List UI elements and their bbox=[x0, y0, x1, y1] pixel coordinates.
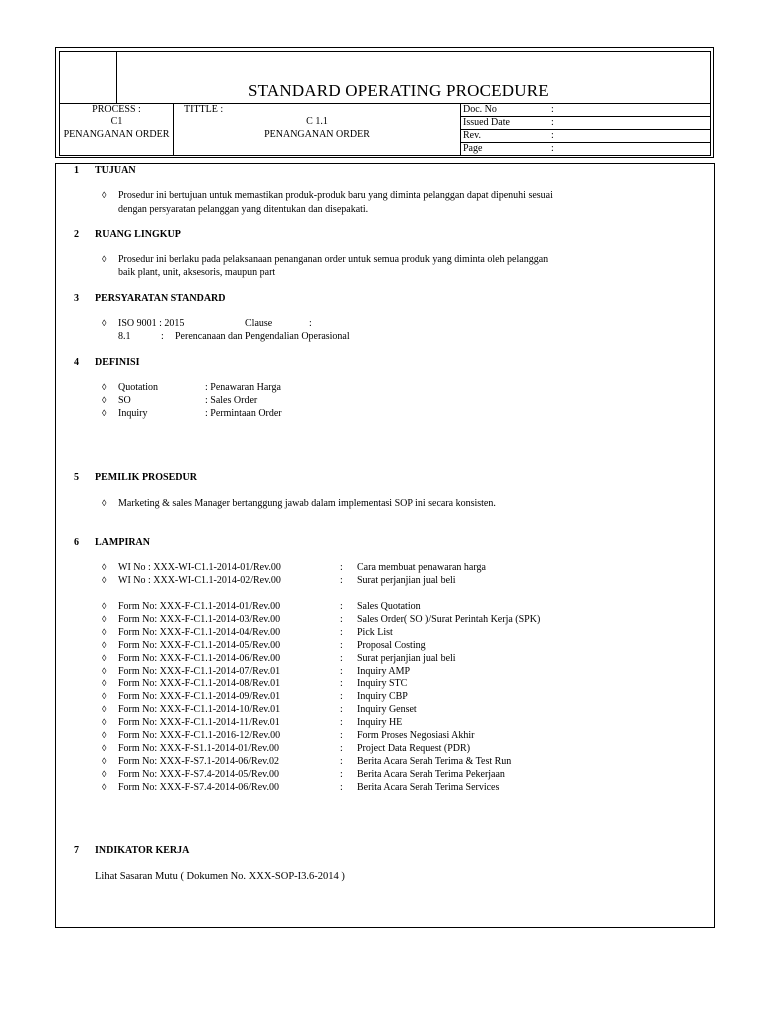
process-name: PENANGANAN ORDER bbox=[63, 129, 170, 140]
attachment-description: Inquiry AMP bbox=[357, 665, 411, 677]
attachment-doc-number: WI No : XXX-WI-C1.1-2014-02/Rev.00 bbox=[118, 575, 281, 586]
attachment-separator: : bbox=[340, 781, 343, 793]
attachment-doc-number: Form No: XXX-F-S7.1-2014-06/Rev.02 bbox=[118, 755, 280, 767]
bullet-icon: ◊ bbox=[102, 601, 107, 611]
attachment-description: Inquiry HE bbox=[357, 717, 403, 729]
meta-row-line-2 bbox=[460, 129, 710, 130]
meta-rev-sep: : bbox=[551, 130, 554, 141]
definition-value: : Sales Order bbox=[205, 395, 258, 406]
bullet-icon: ◊ bbox=[102, 755, 107, 766]
attachment-separator: : bbox=[340, 575, 343, 586]
attachment-description: Inquiry STC bbox=[357, 678, 408, 690]
section-number: 2 bbox=[74, 229, 79, 240]
definition-term: Inquiry bbox=[118, 408, 148, 419]
meta-issued-date-sep: : bbox=[551, 117, 554, 128]
section-number: 4 bbox=[74, 357, 79, 368]
bullet-icon: ◊ bbox=[102, 768, 107, 779]
section-heading-persyaratan: PERSYARATAN STANDARD bbox=[95, 293, 226, 304]
attachment-separator: : bbox=[340, 665, 343, 677]
attachment-doc-number: Form No: XXX-F-C1.1-2014-10/Rev.01 bbox=[118, 704, 281, 716]
page-title: STANDARD OPERATING PROCEDURE bbox=[248, 81, 549, 100]
attachment-separator: : bbox=[340, 626, 343, 638]
bullet-icon: ◊ bbox=[102, 382, 107, 392]
attachment-description: Sales Order( SO )/Surat Perintah Kerja (SPK) bbox=[357, 613, 541, 625]
attachment-separator: : bbox=[340, 601, 343, 612]
attachment-doc-number: Form No: XXX-F-C1.1-2016-12/Rev.00 bbox=[118, 730, 281, 741]
attachment-doc-number: Form No: XXX-F-S7.4-2014-05/Rev.00 bbox=[118, 768, 280, 780]
bullet-icon: ◊ bbox=[102, 254, 107, 264]
attachment-doc-number: WI No : XXX-WI-C1.1-2014-01/Rev.00 bbox=[118, 562, 281, 573]
tujuan-text-2: dengan persyaratan pelanggan yang ditentukan dan disepakati. bbox=[118, 204, 369, 215]
attachment-doc-number: Form No: XXX-F-S1.1-2014-01/Rev.00 bbox=[118, 742, 280, 754]
meta-doc-no-label: Doc. No bbox=[463, 104, 497, 115]
attachment-doc-number: Form No: XXX-F-C1.1-2014-05/Rev.00 bbox=[118, 639, 281, 651]
attachment-doc-number: Form No: XXX-F-C1.1-2014-03/Rev.00 bbox=[118, 613, 281, 625]
attachment-description: Cara membuat penawaran harga bbox=[357, 562, 486, 573]
attachment-separator: : bbox=[340, 755, 343, 767]
attachment-description: Sales Quotation bbox=[357, 601, 421, 612]
attachment-doc-number: Form No: XXX-F-C1.1-2014-07/Rev.01 bbox=[118, 665, 281, 677]
section-heading-pemilik: PEMILIK PROSEDUR bbox=[95, 472, 197, 483]
section-number: 7 bbox=[74, 845, 79, 856]
tittle-code: C 1.1 bbox=[306, 116, 328, 127]
attachment-separator: : bbox=[340, 742, 343, 754]
attachment-description: Inquiry CBP bbox=[357, 691, 408, 703]
section-number: 5 bbox=[74, 472, 79, 483]
bullet-icon: ◊ bbox=[102, 691, 107, 702]
attachment-description: Berita Acara Serah Terima Services bbox=[357, 781, 500, 793]
attachment-description: Proposal Costing bbox=[357, 639, 426, 651]
definition-value: : Penawaran Harga bbox=[205, 382, 281, 393]
attachment-separator: : bbox=[340, 730, 343, 741]
process-label: PROCESS : bbox=[92, 104, 141, 115]
definition-term: SO bbox=[118, 395, 131, 406]
clause-number: 8.1 bbox=[118, 331, 131, 342]
tittle-name: PENANGANAN ORDER bbox=[264, 129, 370, 140]
meta-row-line-3 bbox=[460, 142, 710, 143]
attachment-separator: : bbox=[340, 613, 343, 625]
attachment-doc-number: Form No: XXX-F-C1.1-2014-04/Rev.00 bbox=[118, 626, 281, 638]
attachment-separator: : bbox=[340, 639, 343, 651]
bullet-icon: ◊ bbox=[102, 781, 107, 792]
attachment-doc-number: Form No: XXX-F-C1.1-2014-11/Rev.01 bbox=[118, 717, 280, 729]
attachment-description: Berita Acara Serah Terima Pekerjaan bbox=[357, 768, 505, 780]
attachment-doc-number: Form No: XXX-F-C1.1-2014-01/Rev.00 bbox=[118, 601, 281, 612]
attachment-description: Inquiry Genset bbox=[357, 704, 417, 716]
meta-rev-label: Rev. bbox=[463, 130, 481, 141]
iso-standard: ISO 9001 : 2015 bbox=[118, 318, 185, 329]
attachment-separator: : bbox=[340, 717, 343, 729]
ruang-lingkup-text-2: baik plant, unit, aksesoris, maupun part bbox=[118, 267, 276, 278]
section-number: 6 bbox=[74, 537, 79, 548]
section-heading-tujuan: TUJUAN bbox=[95, 165, 136, 176]
bullet-icon: ◊ bbox=[102, 613, 107, 624]
meta-issued-date-label: Issued Date bbox=[463, 117, 510, 128]
tujuan-text-1: Prosedur ini bertujuan untuk memastikan produk-produk baru yang diminta pelanggan dapat dipenuhi sesuai bbox=[118, 190, 553, 201]
meta-page-label: Page bbox=[463, 143, 483, 154]
process-code: C1 bbox=[110, 116, 123, 127]
bullet-icon: ◊ bbox=[102, 742, 107, 753]
bullet-icon: ◊ bbox=[102, 704, 107, 715]
attachment-description: Surat perjanjian jual beli bbox=[357, 575, 456, 586]
section-heading-indikator: INDIKATOR KERJA bbox=[95, 845, 190, 856]
attachment-description: Berita Acara Serah Terima & Test Run bbox=[357, 755, 512, 767]
bullet-icon: ◊ bbox=[102, 498, 107, 508]
attachment-separator: : bbox=[340, 652, 343, 664]
tittle-label: TITTLE : bbox=[184, 104, 224, 115]
bullet-icon: ◊ bbox=[102, 395, 107, 405]
bullet-icon: ◊ bbox=[102, 190, 107, 200]
attachment-doc-number: Form No: XXX-F-S7.4-2014-06/Rev.00 bbox=[118, 781, 280, 793]
indikator-text: Lihat Sasaran Mutu ( Dokumen No. XXX-SOP-I3.6-2014 ) bbox=[95, 871, 345, 882]
attachment-description: Pick List bbox=[357, 626, 393, 638]
ruang-lingkup-text-1: Prosedur ini berlaku pada pelaksanaan penanganan order untuk semua produk yang diminta oleh pelanggan bbox=[118, 254, 549, 265]
bullet-icon: ◊ bbox=[102, 626, 107, 637]
clause-sep: : bbox=[309, 318, 312, 329]
meta-page-sep: : bbox=[551, 143, 554, 154]
attachment-doc-number: Form No: XXX-F-C1.1-2014-06/Rev.00 bbox=[118, 652, 281, 664]
bullet-icon: ◊ bbox=[102, 575, 107, 585]
bullet-icon: ◊ bbox=[102, 562, 107, 572]
bullet-icon: ◊ bbox=[102, 717, 107, 728]
logo-box-divider bbox=[116, 52, 117, 104]
attachment-separator: : bbox=[340, 691, 343, 703]
meta-doc-no-sep: : bbox=[551, 104, 554, 115]
bullet-icon: ◊ bbox=[102, 318, 107, 328]
attachment-description: Form Proses Negosiasi Akhir bbox=[357, 730, 475, 741]
section-heading-definisi: DEFINISI bbox=[95, 357, 140, 368]
section-number: 1 bbox=[74, 165, 79, 176]
attachment-description: Surat perjanjian jual beli bbox=[357, 652, 456, 664]
clause-label: Clause bbox=[245, 318, 273, 329]
bullet-icon: ◊ bbox=[102, 639, 107, 650]
attachment-doc-number: Form No: XXX-F-C1.1-2014-08/Rev.01 bbox=[118, 678, 281, 690]
attachment-separator: : bbox=[340, 704, 343, 716]
bullet-icon: ◊ bbox=[102, 408, 107, 418]
attachment-description: Project Data Request (PDR) bbox=[357, 742, 471, 754]
definition-term: Quotation bbox=[118, 382, 158, 393]
bullet-icon: ◊ bbox=[102, 678, 107, 689]
attachment-separator: : bbox=[340, 562, 343, 573]
attachment-separator: : bbox=[340, 768, 343, 780]
definition-value: : Permintaan Order bbox=[205, 408, 282, 419]
bullet-icon: ◊ bbox=[102, 652, 107, 663]
attachment-separator: : bbox=[340, 678, 343, 690]
clause-sep-2: : bbox=[161, 331, 164, 342]
pemilik-text: Marketing & sales Manager bertanggung jawab dalam implementasi SOP ini secara konsisten. bbox=[118, 498, 496, 509]
section-heading-lampiran: LAMPIRAN bbox=[95, 537, 150, 548]
bullet-icon: ◊ bbox=[102, 730, 107, 740]
section-heading-ruang-lingkup: RUANG LINGKUP bbox=[95, 229, 181, 240]
attachment-doc-number: Form No: XXX-F-C1.1-2014-09/Rev.01 bbox=[118, 691, 281, 703]
bullet-icon: ◊ bbox=[102, 665, 107, 676]
section-number: 3 bbox=[74, 293, 79, 304]
clause-description: Perencanaan dan Pengendalian Operasional bbox=[175, 331, 350, 342]
